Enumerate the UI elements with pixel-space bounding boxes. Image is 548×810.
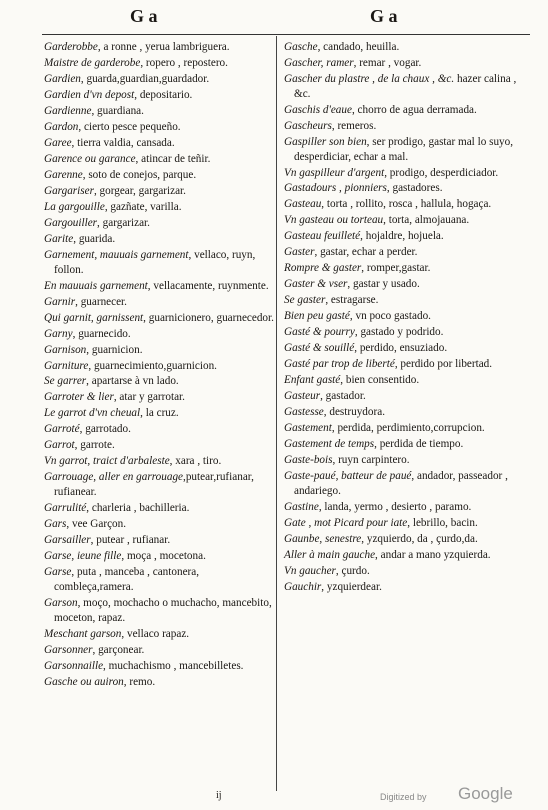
entry-definition: , garrotado. [79,423,131,436]
entry-headword: Gars [44,518,67,531]
entry-definition: , putear , rufianar. [90,534,171,547]
entry-headword: Garniture [44,359,89,372]
entry-headword: Rompre & gaster [284,262,362,275]
dictionary-entry [44,72,276,87]
dictionary-entry [44,565,276,595]
dictionary-entry [284,181,522,196]
entry-headword: Garenne [44,168,83,181]
dictionary-entry [44,248,276,278]
entry-definition: , charleria , bachilleria. [86,502,190,515]
column-divider [276,36,278,791]
dictionary-entry [44,40,276,55]
header-left: G a [130,6,158,26]
dictionary-entry [44,295,276,310]
entry-headword: La gargouille [44,200,105,213]
entry-headword: Gardon [44,120,79,133]
dictionary-entry [284,516,522,531]
dictionary-entry [284,119,522,134]
entry-definition: , ser prodigo, gastar mal lo suyo, desperdiciar, echar a mal. [294,135,514,163]
entry-definition: , apartarse à vn lado. [86,375,179,388]
entry-headword: Gastement [284,422,332,435]
entry-headword: Bien peu gasté [284,310,350,323]
entry-headword: Maistre de garderobe [44,56,141,69]
entry-headword: Garson [44,596,78,609]
entry-headword: Aller à main gauche [284,548,376,561]
entry-definition: , yzquierdo, da , çurdo,da. [361,532,478,545]
entry-definition: , gorgear, gargarizar. [93,184,186,197]
running-header [40,6,530,32]
dictionary-entry [44,659,276,674]
entry-headword: Gaster [284,246,315,259]
dictionary-entry [44,152,276,167]
entry-headword: Garsonnaille [44,659,104,672]
signature-mark: ij [216,790,222,801]
dictionary-entry [44,216,276,231]
entry-headword: Vn garrot, traict d'arbaleste [44,455,170,468]
header-rule [42,34,530,35]
entry-definition: , perdida de tiempo. [374,438,464,451]
entry-definition: , la cruz. [140,407,179,420]
entry-definition: , gastado y podrido. [354,326,444,339]
entry-headword: Meschant garson [44,627,122,640]
dictionary-entry [284,103,522,118]
entry-definition: , atar y garrotar. [113,391,185,404]
dictionary-entry [44,343,276,358]
dictionary-entry [284,548,522,563]
dictionary-entry [44,627,276,642]
entry-headword: Se gaster [284,294,326,307]
dictionary-entry [44,56,276,71]
dictionary-entry [284,213,522,228]
dictionary-entry [284,373,522,388]
entry-headword: Gate , mot Picard pour iate [284,516,408,529]
dictionary-entry [44,470,276,500]
entry-definition: , cierto pesce pequeño. [78,120,181,133]
entry-headword: Garse [44,566,72,579]
entry-headword: Gauchir [284,580,322,593]
entry-headword: Garrulité [44,502,87,515]
dictionary-entry [284,453,522,468]
dictionary-entry [44,200,276,215]
entry-headword: Qui garnit, garnissent [44,311,144,324]
dictionary-entry [284,405,522,420]
dictionary-entry [44,311,276,326]
entry-headword: Se garrer [44,375,87,388]
dictionary-entry [44,120,276,135]
entry-headword: Gargouiller [44,216,98,229]
entry-definition: , perdido, ensuziado. [354,342,448,355]
dictionary-entry [284,421,522,436]
entry-definition: , romper,gastar. [361,262,431,275]
entry-definition: , remo. [123,675,156,688]
dictionary-entry [44,454,276,469]
dictionary-entry [284,389,522,404]
entry-definition: , muchachismo , mancebilletes. [103,659,244,672]
entry-headword: Gasteau feuilleté [284,230,361,243]
dictionary-entry [284,469,522,499]
entry-definition: , perdida, perdimiento,corrupcion. [331,422,485,435]
dictionary-entry [44,327,276,342]
dictionary-entry [284,500,522,515]
entry-headword: Garny [44,327,73,340]
entry-headword: Gascheurs [284,119,332,132]
dictionary-entry [284,357,522,372]
entry-headword: Gardien [44,72,81,85]
dictionary-entry [44,422,276,437]
entry-headword: Vn gaucher [284,564,336,577]
entry-definition: , guardiana. [91,104,144,117]
entry-headword: En mauuais garnement [44,279,148,292]
entry-headword: Gasté & pourry [284,326,355,339]
entry-headword: Garroté [44,423,80,436]
entry-definition: , xara , tiro. [169,455,222,468]
dictionary-entry [44,596,276,626]
entry-headword: Enfant gasté [284,374,341,387]
entry-headword: Gardien d'vn depost [44,88,135,101]
entry-headword: Garroter & lier [44,391,114,404]
page-footer [0,784,548,810]
entry-definition: , guarda,guardian,guardador. [80,72,210,85]
digitized-label: Digitized by [380,792,427,802]
entry-definition: , moça , mocetona. [121,550,206,563]
entry-headword: Gasche [284,41,318,53]
entry-definition: , yzquierdear. [321,580,382,593]
entry-headword: Le garrot d'vn cheual [44,407,141,420]
entry-headword: Garrot [44,439,75,452]
dictionary-entry [284,341,522,356]
entry-headword: Gaste-paué, batteur de paué [284,470,412,483]
dictionary-entry [44,359,276,374]
entry-headword: Garnement, mauuais garnement [44,248,189,261]
entry-headword: Gastine [284,500,319,513]
dictionary-entry [44,374,276,389]
entry-definition: , gastador. [320,390,366,403]
entry-definition: , andador, passeador , andariego. [294,470,508,497]
entry-definition: , gastadores. [386,182,443,195]
entry-definition: , çurdo. [335,564,370,577]
entry-definition: , torta, almojauana. [383,214,470,227]
entry-headword: Gascher, ramer [284,56,354,69]
entry-definition: , ropero , repostero. [140,56,228,69]
entry-definition: , garrote. [74,439,115,452]
entry-definition: , moço, mochacho o muchacho, mancebito, moceton, rapaz. [54,596,272,624]
entry-headword: Gasteau [284,198,322,211]
entry-definition: , perdido por libertad. [394,358,493,371]
entry-headword: Gascher du plastre , de la chaux , &c. [284,72,455,85]
entry-headword: Gastadours , pionniers [284,182,387,195]
dictionary-entry [284,245,522,260]
entry-definition: , chorro de agua derramada. [351,103,477,116]
entry-definition: ,putear,rufianar, rufianear. [54,471,254,499]
dictionary-entry [284,56,522,71]
dictionary-entry [284,277,522,292]
entry-headword: Garderobbe [44,41,98,53]
dictionary-entry [284,261,522,276]
dictionary-entry [44,533,276,548]
dictionary-entry [44,184,276,199]
dictionary-entry [44,501,276,516]
entry-headword: Gaste-bois [284,454,333,467]
entry-definition: , torta , rollito, rosca , hallula, hogaça. [321,198,492,211]
entry-definition: hazer calina , &c. [294,72,517,100]
entry-headword: Gastesse [284,406,324,419]
dictionary-entry [44,438,276,453]
entry-headword: Garrouage, aller en garrouage [44,471,184,484]
dictionary-entry [44,136,276,151]
entry-definition: , bien consentido. [340,374,420,387]
entry-headword: Gargariser [44,184,94,197]
dictionary-entry [284,532,522,547]
entry-definition: , ruyn carpintero. [332,454,410,467]
dictionary-entry [284,229,522,244]
entry-definition: , andar a mano yzquierda. [375,548,491,561]
dictionary-entry [284,40,522,55]
entry-definition: , landa, yermo , desierto , paramo. [318,500,472,513]
entry-definition: , guarnecer. [75,295,127,308]
entry-headword: Garnison [44,343,87,356]
right-column [284,40,522,596]
entry-headword: Vn gaspilleur d'argent [284,166,385,179]
entry-definition: , depositario. [134,88,193,101]
entry-definition: , estragarse. [325,294,379,307]
dictionary-entry [284,437,522,452]
entry-definition: , guarnecido. [72,327,131,340]
entry-definition: , a ronne , yerua lambriguera. [97,41,230,53]
entry-headword: Gasté par trop de liberté [284,358,395,371]
dictionary-entry [284,72,522,102]
dictionary-entry [284,309,522,324]
entry-headword: Garse, ieune fille [44,550,122,563]
dictionary-entry [284,580,522,595]
entry-definition: , guarnicionero, guarnecedor. [143,311,274,324]
entry-headword: Gasche ou auiron [44,675,124,688]
entry-headword: Gaschis d'eaue [284,103,352,116]
entry-definition: , remeros. [331,119,377,132]
entry-definition: , gargarizar. [97,216,150,229]
entry-definition: , gastar, echar a perder. [314,246,418,259]
entry-definition: , gazñate, varilla. [104,200,182,213]
dictionary-entry [284,325,522,340]
dictionary-entry [44,104,276,119]
dictionary-entry [284,197,522,212]
dictionary-entry [44,88,276,103]
entry-definition: , garçonear. [92,643,145,656]
entry-definition: , vellaco rapaz. [121,627,190,640]
dictionary-entry [284,564,522,579]
entry-headword: Gaunbe, senestre [284,532,362,545]
entry-definition: , hojaldre, hojuela. [360,230,444,243]
entry-headword: Vn gasteau ou torteau [284,214,384,227]
entry-headword: Gastement de temps [284,438,375,451]
entry-definition: , vn poco gastado. [349,310,431,323]
dictionary-entry [44,406,276,421]
entry-headword: Gaspiller son bien [284,135,367,148]
entry-definition: , puta , manceba , cantonera, combleça,ramera. [54,566,200,593]
entry-headword: Garsonner [44,643,93,656]
entry-definition: , guarnicion. [86,343,143,356]
dictionary-entry [284,166,522,181]
dictionary-entry [44,675,276,690]
google-watermark: Google [458,784,513,803]
entry-headword: Gaster & vser [284,278,348,291]
entry-definition: , atincar de teñir. [135,152,211,165]
entry-definition: , soto de conejos, parque. [82,168,197,181]
left-column [44,40,276,691]
dictionary-entry [44,549,276,564]
entry-headword: Gasté & souillé [284,342,355,355]
entry-definition: , prodigo, desperdiciador. [384,166,499,179]
entry-headword: Garsailler [44,534,91,547]
entry-definition: , guarnecimiento,guarnicion. [88,359,217,372]
entry-definition: , guarida. [73,232,116,245]
header-right: G a [370,6,398,26]
dictionary-entry [44,168,276,183]
entry-definition: , vellaco, ruyn, follon. [54,248,256,276]
dictionary-entry [44,279,276,294]
entry-headword: Garence ou garance [44,152,136,165]
dictionary-entry [284,293,522,308]
entry-definition: , gastar y usado. [347,278,420,291]
entry-headword: Garite [44,232,74,245]
entry-headword: Gasteur [284,390,321,403]
entry-definition: , vee Garçon. [66,518,127,531]
entry-definition: , vellacamente, ruynmente. [147,279,269,292]
dictionary-entry [44,232,276,247]
dictionary-entry [44,643,276,658]
entry-headword: Garee [44,136,72,149]
dictionary-entry [44,517,276,532]
dictionary-entry [44,390,276,405]
entry-definition: , candado, heuilla. [317,41,400,53]
entry-definition: , tierra valdia, cansada. [71,136,175,149]
entry-definition: , remar , vogar. [353,56,422,69]
entry-headword: Gardienne [44,104,92,117]
dictionary-entry [284,135,522,165]
entry-headword: Garnir [44,295,76,308]
entry-definition: , destruydora. [323,406,385,419]
entry-definition: , lebrillo, bacin. [407,516,478,529]
